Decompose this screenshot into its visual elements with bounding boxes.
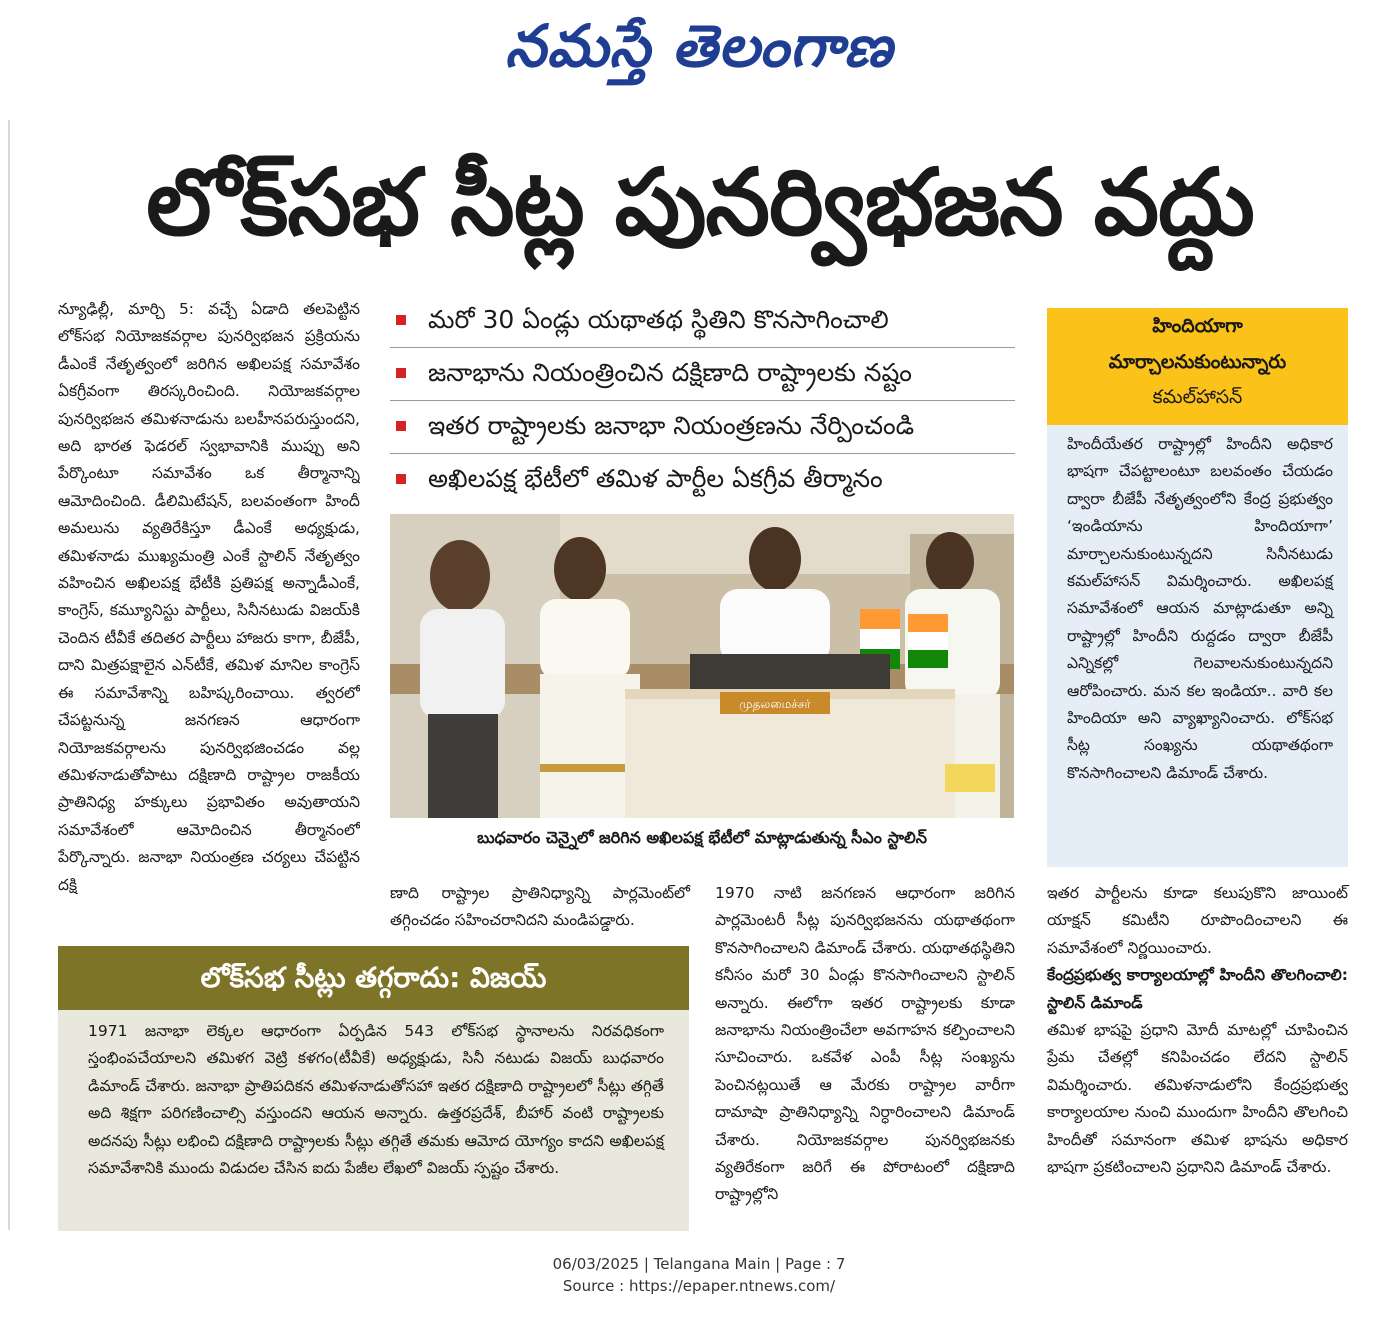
article-column-1: న్యూఢిల్లీ, మార్చి 5: వచ్చే ఏడాది తలపెట్టిన లోక్‌సభ నియోజకవర్గాల పునర్విభజన ప్రక్రియను డీఎంకే నేతృత్వంలో జరిగిన అఖిలపక్ష సమావేశం ఏకగ్రీవంగా తిరస్కరించింది. నియోజకవర్గాల పునర్విభజన తమిళనాడును బలహీనపరుస్తుందని, అది భారత ఫెడరల్ స్వభావానికి ముప్పు అని పేర్కొంటూ సమావేశం ఒక తీర్మానాన్ని ఆమోదించింది. డీలిమిటేషన్, బలవంతంగా హిందీ అమలును వ్యతిరేకిస్తూ డీఎంకే అధ్యక్షుడు, తమిళనాడు ముఖ్యమంత్రి ఎంకే స్టాలిన్ నేతృత్వం వహించిన అఖిలపక్ష భేటీకి ప్రతిపక్ష అన్నాడీఎంకే, కాంగ్రెస్, కమ్యూనిస్టు పార్టీలు, సినీనటుడు విజయ్‌కి చెందిన టీవీకే తదితర పార్టీలు హాజరు కాగా, బీజేపీ, దాని మిత్రపక్షాలైన ఎన్‌టీకే, తమిళ మానిల కాంగ్రెస్ ఈ సమావేశాన్ని బహిష్కరించాయి. త్వరలో చేపట్టనున్న జనగణన ఆధారంగా నియోజకవర్గాలను పునర్విభజించడం వల్ల తమిళనాడుతోపాటు దక్షిణాది రాష్ట్రాల రాజకీయ ప్రాతినిధ్య హక్కులు ప్రభావితం అవుతాయని సమావేశంలో ఆమోదించిన తీర్మానంలో పేర్కొన్నారు. జనాభా నియంత్రణ చర్యలు చేపట్టిన దక్షి [58,300,360,894]
photo-caption: బుధవారం చెన్నైలో జరిగిన అఖిలపక్ష భేటీలో మాట్లాడుతున్న సీఎం స్టాలిన్ [477,828,927,847]
sidebar-title-line2: మార్చాలనుకుంటున్నారు [1108,351,1287,373]
article-column-2-continued: ణాది రాష్ట్రాల ప్రాతినిధ్యాన్ని పార్లమెంట్‌లో తగ్గించడం సహించరానిదని మండిపడ్డారు. [390,884,690,930]
page-edge-divider [8,120,10,1230]
bullet-item [390,348,1015,401]
sidebar-body [1047,425,1348,867]
masthead-logo: నమస్తే తెలంగాణ [505,12,893,80]
sidebar-author: కమల్‌హాసన్ [1152,386,1243,408]
column-4-subheading: కేంద్రప్రభుత్వ కార్యాలయాల్లో హిందీని తొలగించాలి: స్టాలిన్ డిమాండ్ [1047,966,1348,1012]
bullet-text: అఖిలపక్ష భేటీలో తమిళ పార్టీల ఏకగ్రీవ తీర్మానం [428,464,883,493]
bullet-item [390,401,1015,454]
article-column-3: 1970 నాటి జనగణన ఆధారంగా జరిగిన పార్లమెంటరీ సీట్ల పునర్విభజనను యథాతథంగా కొనసాగించాలని డిమాండ్ చేశారు. యథాతథస్థితిని కనీసం మరో 30 ఏండ్లు కొనసాగించాలని స్టాలిన్ అన్నారు. ఈలోగా ఇతర రాష్ట్రాలకు కూడా జనాభాను నియంత్రించేలా అవగాహన కల్పించాలని సూచించారు. ఒకవేళ ఎంపీ సీట్ల సంఖ్యను పెంచినట్లయితే ఆ మేరకు రాష్ట్రాల వారీగా దామాషా ప్రాతినిధ్యాన్ని నిర్ధారించాలని డిమాండ్ చేశారు. నియోజకవర్గాల పునర్విభజనకు వ్యతిరేకంగా జరిగే ఈ పోరాటంలో దక్షిణాది రాష్ట్రాల్లోని [715,884,1015,1204]
highlight-bullets [390,295,1015,506]
page-footer [0,1253,1398,1297]
column-4-continuation: ఇతర పార్టీలను కూడా కలుపుకొని జాయింట్ యాక్షన్ కమిటీని రూపొందించాలని ఈ సమావేశంలో నిర్ణయించారు. [1047,884,1348,957]
desk-nameplate: முதலமைச்சர் [739,697,811,711]
bullet-square-icon [396,474,406,484]
footer-date-edition: 06/03/2025 | Telangana Main | Page : 7 [552,1255,846,1273]
sidebar-text: హిందీయేతర రాష్ట్రాల్లో హిందీని అధికార భాషగా చేపట్టాలంటూ బలవంతం చేయడం ద్వారా బీజేపీ నేతృత్వంలోని కేంద్ర ప్రభుత్వం ‘ఇండియాను హిందియాగా’ మార్చాలనుకుంటున్నదని సినీనటుడు కమల్‌హాసన్ విమర్శించారు. అఖిలపక్ష సమావేశంలో ఆయన మాట్లాడుతూ అన్ని రాష్ట్రాల్లో హిందీని రుద్దడం ద్వారా బీజేపీ ఎన్నికల్లో గెలవాలనుకుంటున్నదని ఆరోపించారు. మన కల ఇండియా.. వారి కల హిందియా అని వ్యాఖ్యానించారు. లోక్‌సభ సీట్ల సంఖ్యను యథాతథంగా కొనసాగించాలని డిమాండ్ చేశారు. [1067,435,1333,782]
sidebar-title-line1: హిందియాగా [1152,315,1243,337]
column-4-text: తమిళ భాషపై ప్రధాని మోదీ మాటల్లో చూపించిన ప్రేమ చేతల్లో కనిపించడం లేదని స్టాలిన్ విమర్శించారు. తమిళనాడులోని కేంద్రప్రభుత్వ కార్యాలయాల నుంచి ముందుగా హిందీని తొలగించి హిందీతో సమానంగా తమిళ భాషను అధికార భాషగా ప్రకటించాలని ప్రధానిని డిమాండ్ చేశారు. [1047,1021,1348,1177]
bullet-text: జనాభాను నియంత్రించిన దక్షిణాది రాష్ట్రాలకు నష్టం [428,358,912,387]
bullet-text: మరో 30 ఏండ్లు యథాతథ స్థితిని కొనసాగించాలి [428,305,889,334]
news-photo [390,514,1014,818]
article-column-4 [1047,880,1348,1181]
bullet-text: ఇతర రాష్ట్రాలకు జనాభా నియంత్రణను నేర్పించండి [428,411,915,440]
bullet-square-icon [396,315,406,325]
footer-source: Source : https://epaper.ntnews.com/ [562,1277,836,1295]
sidebar-header [1047,308,1348,425]
boxed-story-text: 1971 జనాభా లెక్కల ఆధారంగా ఏర్పడిన 543 లోక్‌సభ స్థానాలను నిరవధికంగా స్తంభింపచేయాలని తమిళగ వెట్రి కళగం(టీవీకే) అధ్యక్షుడు, సినీ నటుడు విజయ్ బుధవారం డిమాండ్ చేశారు. జనాభా ప్రాతిపదికన తమిళనాడుతోసహా ఇతర దక్షిణాది రాష్ట్రాలలో సీట్లు తగ్గితే అది శిక్షగా పరిగణించాల్సి వస్తుందని ఆయన అన్నారు. ఉత్తరప్రదేశ్, బీహార్ వంటి రాష్ట్రాలకు అదనపు సీట్లు లభించి దక్షిణాది రాష్ట్రాలకు సీట్లు తగ్గితే తమకు ఆమోద యోగ్యం కాదని అఖిలపక్ష సమావేశానికి ముందు విడుదల చేసిన ఐదు పేజీల లేఖలో విజయ్ స్పష్టం చేశారు. [88,1022,664,1178]
boxed-story-title: లోక్‌సభ సీట్లు తగ్గరాదు: విజయ్ [58,946,689,1010]
headline: లోక్‌సభ సీట్ల పునర్విభజన వద్దు [146,149,1254,256]
bullet-square-icon [396,421,406,431]
bullet-item [390,295,1015,348]
bullet-square-icon [396,368,406,378]
bullet-item [390,454,1015,506]
